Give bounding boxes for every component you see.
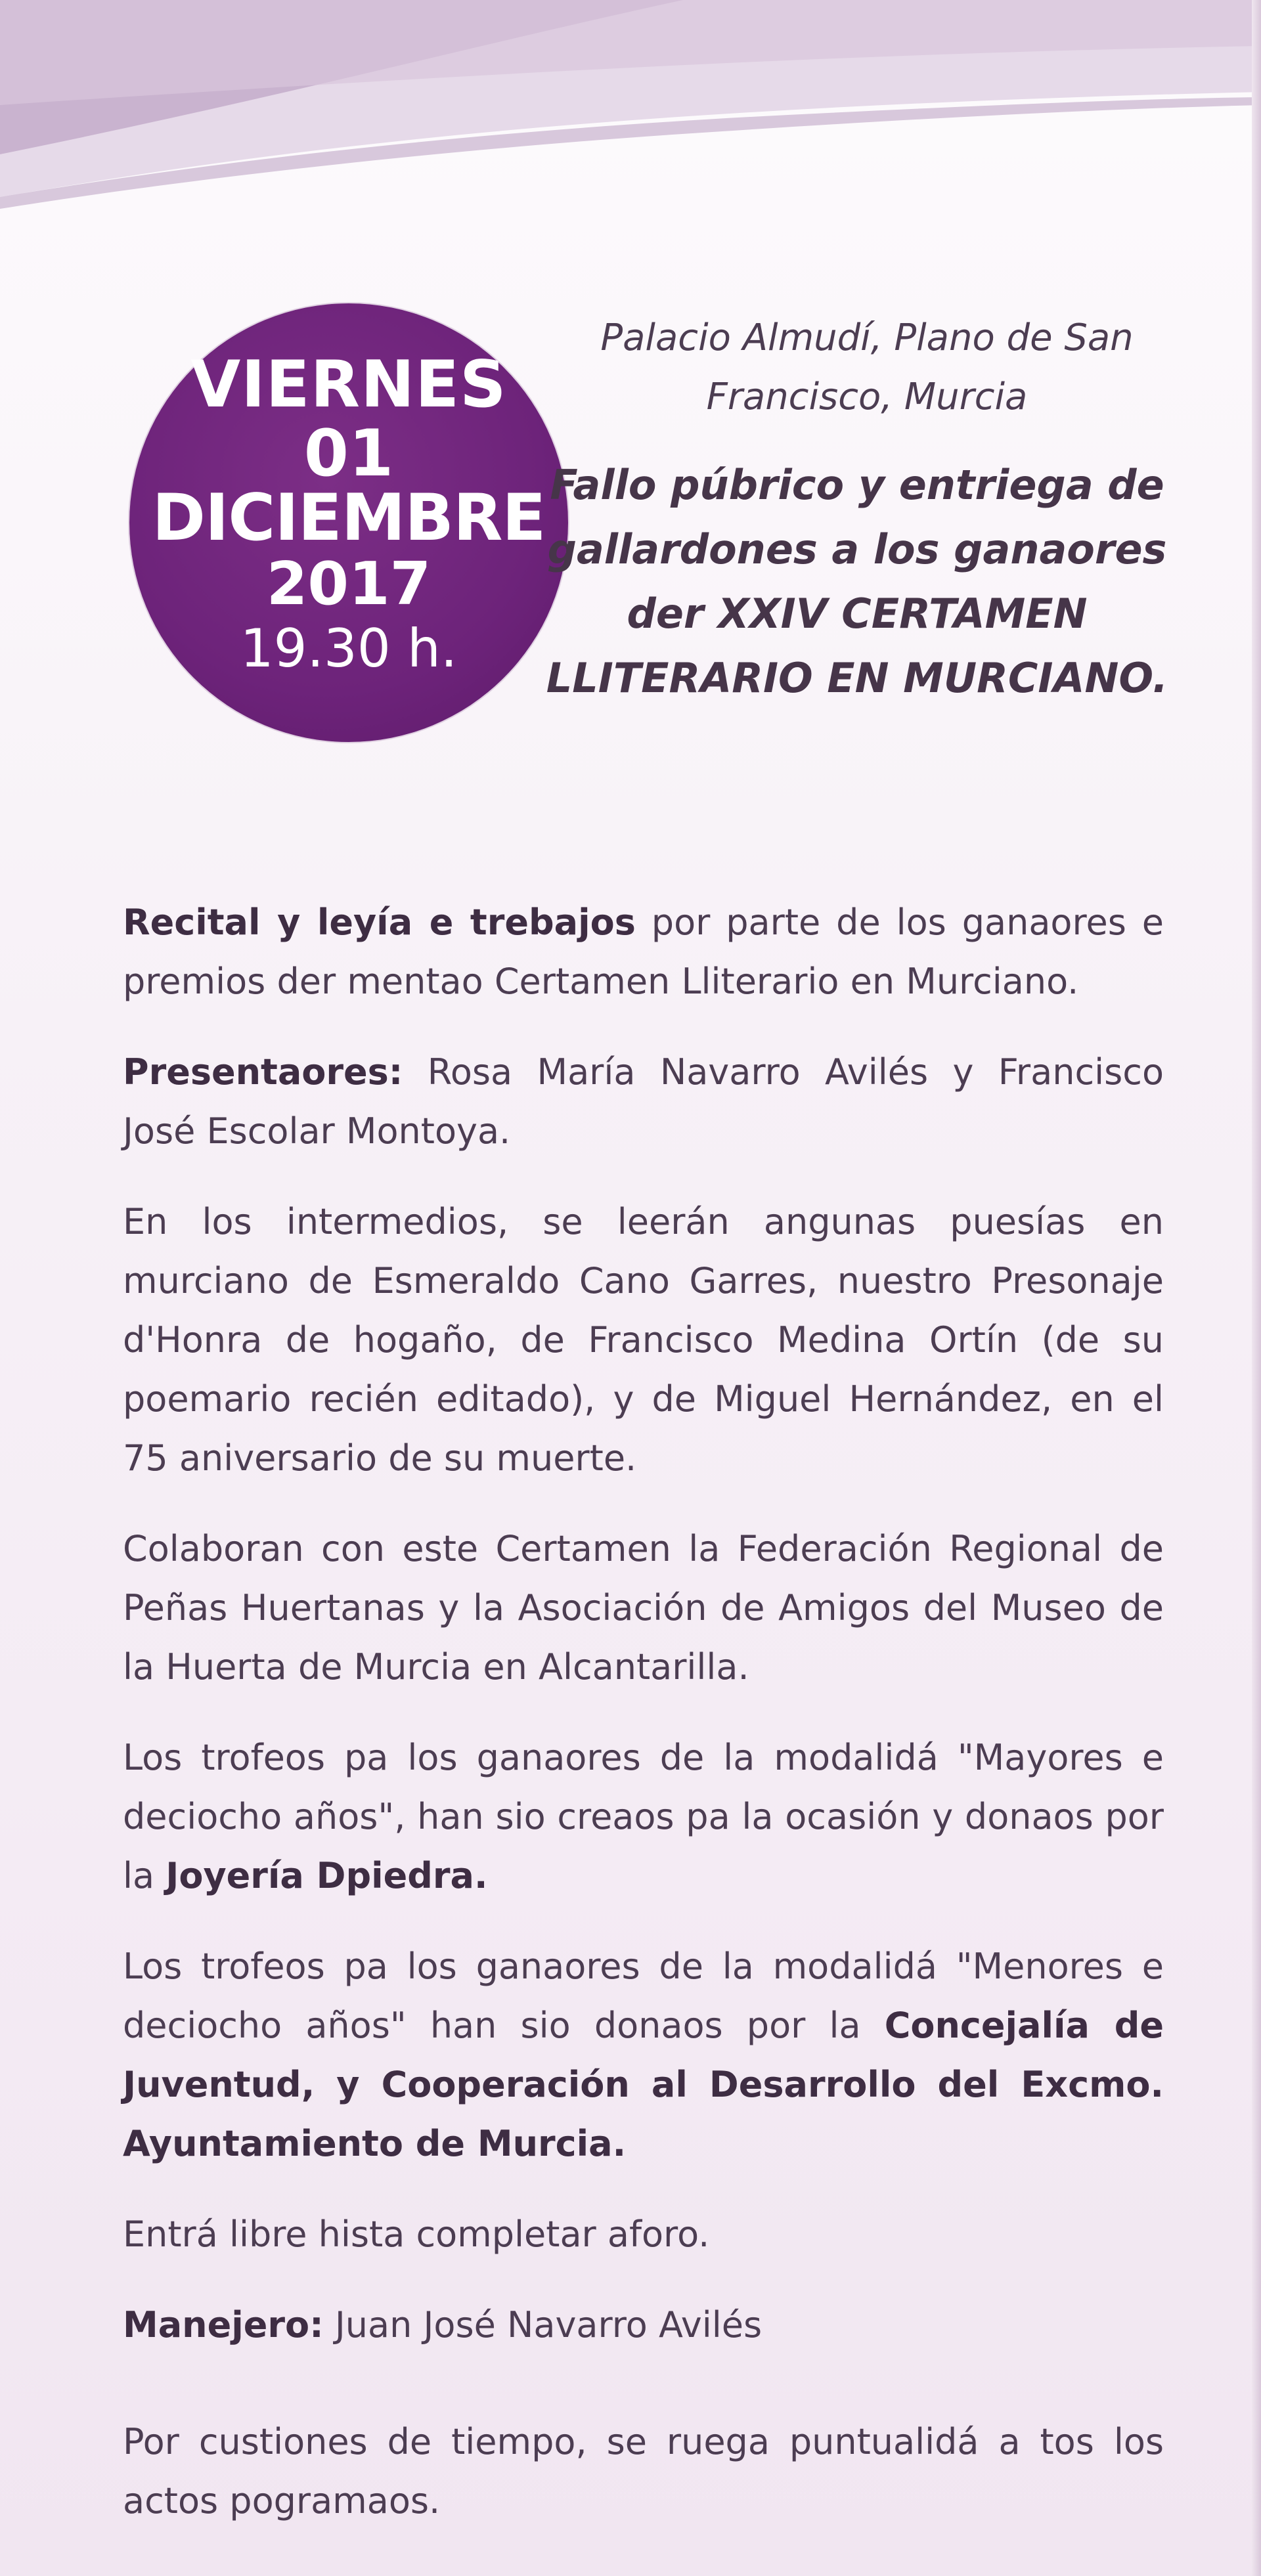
date-year: 2017 <box>266 550 431 619</box>
decorative-wave-header <box>0 0 1261 223</box>
paragraph-punctuality: Por custiones de tiempo, se ruega puntualidá a tos los actos pogramaos. <box>123 2421 1164 2521</box>
venue <box>552 309 1182 427</box>
event-description <box>123 893 1164 2562</box>
paragraph-presenters <box>123 1043 1164 1161</box>
paragraph-collaborators: Colaboran con este Certamen la Federación Regional de Peñas Huertanas y la Asociación de Amigos del Museo de la Huerta de Murcia en Alcantarilla. <box>123 1528 1164 1688</box>
paragraph-trophies-adults <box>123 1728 1164 1906</box>
paragraph-organizer <box>123 2296 1164 2355</box>
venue-line-2: Francisco, Murcia <box>706 376 1028 418</box>
paragraph-trophies-minors-text: Los trofeos pa los ganaores de la modalidá "Menores e deciocho años" han sio donaos por la <box>123 1946 1164 2046</box>
paragraph-recital <box>123 893 1164 1011</box>
paragraph-trophies-minors-bold: Concejalía de Juventud, y Cooperación al Desarrollo del Excmo. Ayuntamiento de Murcia. <box>123 2005 1164 2164</box>
date-number: 01 <box>303 416 394 491</box>
paragraph-trophies-minors <box>123 1937 1164 2173</box>
event-time: 19.30 h. <box>240 618 458 679</box>
paragraph-free-entry: Entrá libre hista completar aforo. <box>123 2214 710 2255</box>
page-edge-shadow <box>1252 0 1261 2576</box>
event-title: Fallo púbrico y entriega de gallardones a los ganaores der XXIV CERTAMEN LLITERARIO EN MURCIANO. <box>546 461 1168 702</box>
paragraph-organizer-bold: Manejero: <box>123 2304 324 2346</box>
date-day: VIERNES <box>190 347 507 422</box>
paragraph-intermissions: En los intermedios, se leerán angunas puesías en murciano de Esmeraldo Cano Garres, nuestro Presonaje d'Honra de hogaño, de Francisco Medina Ortín (de su poemario recién editado), y de Miguel Hernández, en el 75 aniversario de su muerte. <box>123 1201 1164 1479</box>
date-badge <box>129 303 568 742</box>
paragraph-recital-text: por parte de los ganaores e premios der mentao Certamen Lliterario en Murciano. <box>123 902 1164 1002</box>
paragraph-recital-bold: Recital y leyía e trebajos <box>123 902 636 943</box>
venue-line-1: Palacio Almudí, Plano de San <box>600 317 1134 359</box>
paragraph-presenters-bold: Presentaores: <box>123 1051 403 1093</box>
paragraph-organizer-text: Juan José Navarro Avilés <box>323 2304 763 2346</box>
paragraph-presenters-text: Rosa María Navarro Avilés y Francisco José Escolar Montoya. <box>123 1051 1164 1152</box>
date-month: DICIEMBRE <box>152 481 546 556</box>
paragraph-trophies-adults-text: Los trofeos pa los ganaores de la modalidá "Mayores e deciocho años", han sio creaos pa la ocasión y donaos por la <box>123 1737 1164 1896</box>
paragraph-trophies-adults-bold: Joyería Dpiedra. <box>166 1855 488 1896</box>
